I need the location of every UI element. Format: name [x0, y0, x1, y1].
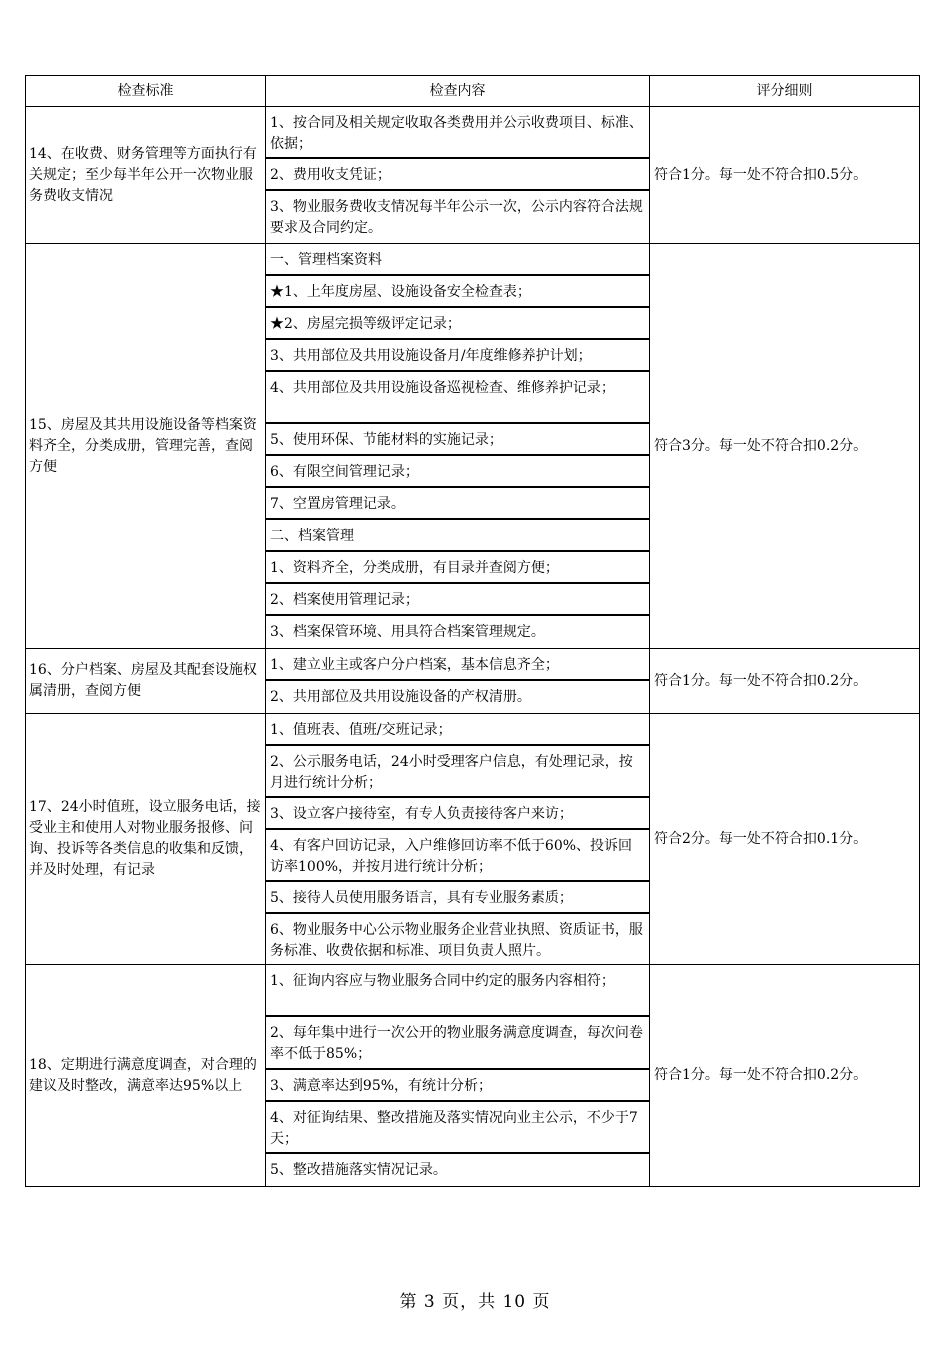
inspection-table — [25, 75, 920, 1187]
header-standard: 检查标准 — [26, 76, 266, 107]
score-cell: 符合1分。每一处不符合扣0.2分。 — [650, 965, 920, 1187]
page-footer: 第 3 页，共 10 页 — [399, 1292, 551, 1312]
content-item: 4、共用部位及共用设施设备巡视检查、维修养护记录； — [266, 372, 649, 424]
content-item: 2、公示服务电话，24小时受理客户信息，有处理记录，按月进行统计分析； — [266, 746, 649, 798]
standard-cell: 15、房屋及其共用设施设备等档案资料齐全，分类成册，管理完善，查阅方便 — [26, 244, 266, 649]
header-content: 检查内容 — [266, 76, 650, 107]
content-item: 5、整改措施落实情况记录。 — [270, 1162, 447, 1178]
table-row — [26, 107, 920, 244]
content-item: 2、费用收支凭证； — [266, 159, 649, 191]
content-cell — [266, 714, 650, 965]
content-item: 二、档案管理 — [266, 520, 649, 552]
content-item: 7、空置房管理记录。 — [266, 488, 649, 520]
score-cell: 符合2分。每一处不符合扣0.1分。 — [650, 714, 920, 965]
standard-cell: 16、分户档案、房屋及其配套设施权属清册，查阅方便 — [26, 649, 266, 714]
standard-cell: 18、定期进行满意度调查，对合理的建议及时整改，满意率达95%以上 — [26, 965, 266, 1187]
content-item: 5、使用环保、节能材料的实施记录； — [266, 424, 649, 456]
table-row — [26, 244, 920, 649]
score-cell: 符合3分。每一处不符合扣0.2分。 — [650, 244, 920, 649]
content-item: 5、接待人员使用服务语言，具有专业服务素质； — [266, 882, 649, 914]
content-item: 2、共用部位及共用设施设备的产权清册。 — [270, 689, 531, 705]
score-cell: 符合1分。每一处不符合扣0.2分。 — [650, 649, 920, 714]
content-item: ★1、上年度房屋、设施设备安全检查表； — [266, 276, 649, 308]
standard-cell: 17、24小时值班，设立服务电话，接受业主和使用人对物业服务报修、问询、投诉等各类信息的收集和反馈，并及时处理，有记录 — [26, 714, 266, 965]
standard-cell: 14、在收费、财务管理等方面执行有关规定；至少每半年公开一次物业服务费收支情况 — [26, 107, 266, 244]
content-item: 6、有限空间管理记录； — [266, 456, 649, 488]
content-item: 4、有客户回访记录，入户维修回访率不低于60%、投诉回访率100%，并按月进行统计分析； — [266, 830, 649, 882]
header-scoring: 评分细则 — [650, 76, 920, 107]
content-item: 3、档案保管环境、用具符合档案管理规定。 — [270, 624, 545, 640]
content-item: 2、档案使用管理记录； — [266, 584, 649, 616]
content-cell — [266, 244, 650, 649]
content-item: 3、设立客户接待室，有专人负责接待客户来访； — [266, 798, 649, 830]
content-item: 2、每年集中进行一次公开的物业服务满意度调查，每次问卷率不低于85%； — [266, 1017, 649, 1070]
content-item: 1、按合同及相关规定收取各类费用并公示收费项目、标准、依据； — [266, 107, 649, 159]
score-cell: 符合1分。每一处不符合扣0.5分。 — [650, 107, 920, 244]
content-item: 3、共用部位及共用设施设备月/年度维修养护计划； — [266, 340, 649, 372]
table-row — [26, 649, 920, 714]
content-item: 1、资料齐全，分类成册，有目录并查阅方便； — [266, 552, 649, 584]
content-item: 1、建立业主或客户分户档案，基本信息齐全； — [266, 649, 649, 681]
content-cell — [266, 107, 650, 244]
content-item: 一、管理档案资料 — [266, 244, 649, 276]
table-row — [26, 714, 920, 965]
table-row — [26, 965, 920, 1187]
table-header-row — [26, 76, 920, 107]
content-item: 3、满意率达到95%，有统计分析； — [266, 1070, 649, 1102]
content-item: ★2、房屋完损等级评定记录； — [266, 308, 649, 340]
content-item: 6、物业服务中心公示物业服务企业营业执照、资质证书，服务标准、收费依据和标准、项目负责人照片。 — [270, 922, 643, 959]
content-cell — [266, 965, 650, 1187]
content-item: 3、物业服务费收支情况每半年公示一次，公示内容符合法规要求及合同约定。 — [270, 199, 643, 236]
content-item: 4、对征询结果、整改措施及落实情况向业主公示，不少于7天； — [266, 1102, 649, 1154]
content-item: 1、值班表、值班/交班记录； — [266, 714, 649, 746]
content-item: 1、征询内容应与物业服务合同中约定的服务内容相符； — [266, 965, 649, 1017]
content-cell — [266, 649, 650, 714]
